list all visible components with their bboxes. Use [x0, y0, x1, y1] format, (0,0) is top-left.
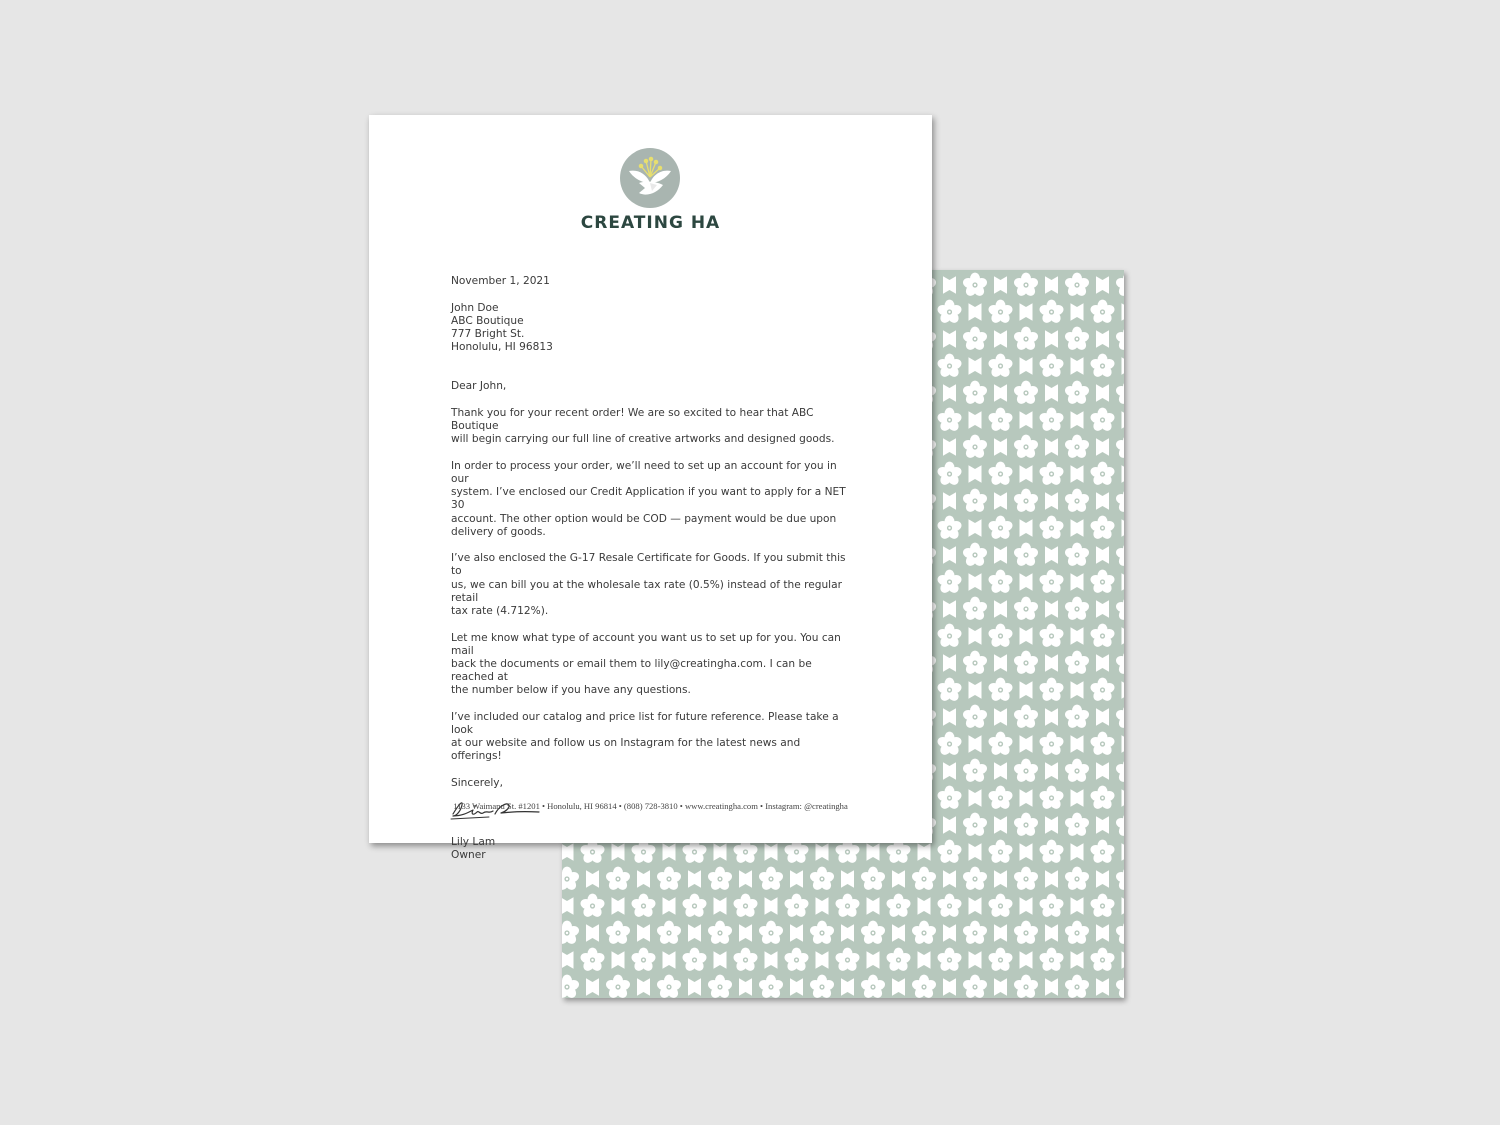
paragraph-1 — [451, 407, 851, 447]
letter-body — [451, 275, 851, 876]
closing: Sincerely, — [451, 776, 503, 789]
paragraph-line: delivery of goods. — [451, 525, 546, 538]
paragraph-line: will begin carrying our full line of creative artworks and designed goods. — [451, 433, 835, 446]
paragraph-line: tax rate (4.712%). — [451, 605, 549, 618]
recipient-city: Honolulu, HI 96813 — [451, 341, 553, 354]
paragraph-2 — [451, 460, 851, 539]
signer-block — [451, 836, 851, 862]
salutation: Dear John, — [451, 380, 507, 393]
paragraph-line: back the documents or email them to lily@creatingha.com. I can be reached at — [451, 657, 812, 684]
recipient-street: 777 Bright St. — [451, 327, 525, 340]
recipient-address — [451, 302, 851, 355]
paragraph-4 — [451, 632, 851, 698]
paragraph-3 — [451, 552, 851, 618]
signer-name: Lily Lam — [451, 836, 496, 849]
paragraph-line: account. The other option would be COD — payment would be due upon — [451, 512, 837, 525]
bird-flower-logo-icon — [619, 147, 681, 209]
paragraph-line: Thank you for your recent order! We are so excited to hear that ABC Boutique — [451, 406, 814, 433]
paragraph-5 — [451, 711, 851, 764]
paragraph-line: I’ve included our catalog and price list for future reference. Please take a look — [451, 710, 839, 737]
letterhead-sheet — [369, 115, 932, 862]
recipient-company: ABC Boutique — [451, 314, 524, 327]
paragraph-line: at our website and follow us on Instagram for the latest news and offerings! — [451, 737, 801, 763]
paragraph-line: system. I’ve enclosed our Credit Application if you want to apply for a NET 30 — [451, 486, 846, 512]
signer-title: Owner — [451, 849, 486, 862]
paragraph-line: In order to process your order, we’ll need to set up an account for you in our — [451, 459, 837, 485]
letter-date: November 1, 2021 — [451, 275, 550, 287]
brand-name: CREATING HA — [580, 213, 721, 233]
letterhead-footer: 1133 Waimanu St. #1201 • Honolulu, HI 96814 • (808) 728-3810 • www.creatingha.com • Instagram: @creatingha — [453, 801, 848, 811]
paragraph-line: Let me know what type of account you want us to set up for you. You can mail — [451, 631, 841, 657]
paragraph-line: us, we can bill you at the wholesale tax rate (0.5%) instead of the regular retail — [451, 578, 842, 604]
paragraph-line: the number below if you have any questions. — [451, 684, 691, 697]
recipient-name: John Doe — [451, 301, 499, 314]
paragraph-line: I’ve also enclosed the G-17 Resale Certificate for Goods. If you submit this to — [451, 552, 846, 578]
